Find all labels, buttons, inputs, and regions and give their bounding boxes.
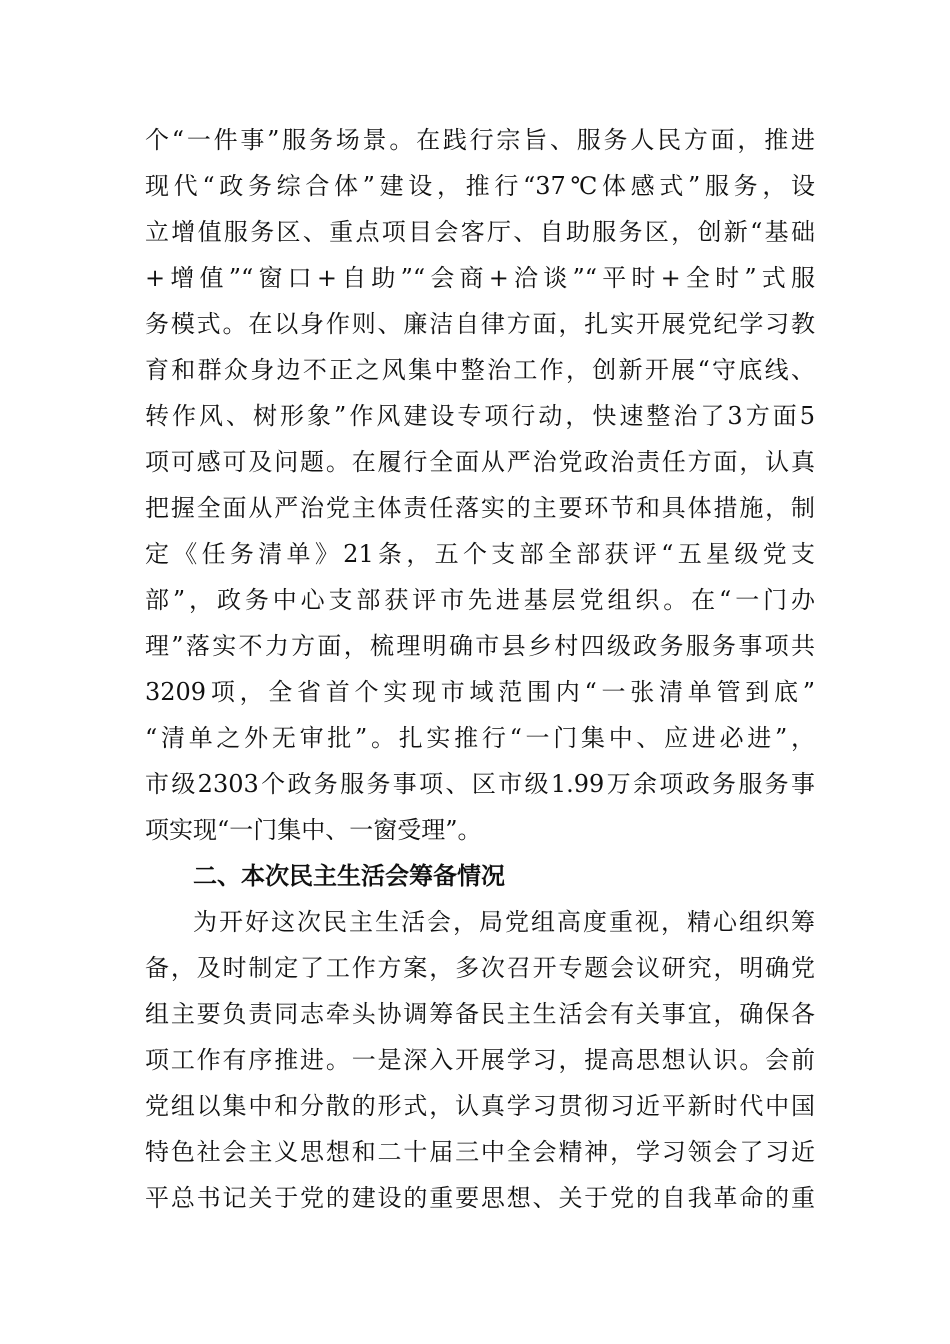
paragraph-line: “清单之外无审批”。扎实推行“一门集中、应进必进”， <box>145 724 815 752</box>
paragraph-line: 务模式。在以身作则、廉洁自律方面，扎实开展党纪学习教 <box>145 310 815 338</box>
paragraph-line: 平总书记关于党的建设的重要思想、关于党的自我革命的重 <box>145 1184 815 1212</box>
section-heading: 二、本次民主生活会筹备情况 <box>193 862 505 890</box>
paragraph-line: 定《任务清单》21条，五个支部全部获评“五星级党支 <box>145 540 815 568</box>
paragraph-line: 项可感可及问题。在履行全面从严治党政治责任方面，认真 <box>145 448 815 476</box>
paragraph-line: 备，及时制定了工作方案，多次召开专题会议研究，明确党 <box>145 954 815 982</box>
paragraph-line: 把握全面从严治党主体责任落实的主要环节和具体措施，制 <box>145 494 815 522</box>
paragraph-line: 3209项，全省首个实现市域范围内“一张清单管到底” <box>145 678 815 706</box>
paragraph-line: 理”落实不力方面，梳理明确市县乡村四级政务服务事项共 <box>145 632 815 660</box>
paragraph-line: 育和群众身边不正之风集中整治工作，创新开展“守底线、 <box>145 356 815 384</box>
paragraph-line: 党组以集中和分散的形式，认真学习贯彻习近平新时代中国 <box>145 1092 815 1120</box>
paragraph-line: 特色社会主义思想和二十届三中全会精神，学习领会了习近 <box>145 1138 815 1166</box>
paragraph-line: 立增值服务区、重点项目会客厅、自助服务区，创新“基础 <box>145 218 815 246</box>
paragraph-line: 为开好这次民主生活会，局党组高度重视，精心组织筹 <box>193 908 815 936</box>
paragraph-line: 市级2303个政务服务事项、区市级1.99万余项政务服务事 <box>145 770 815 798</box>
paragraph-line: 转作风、树形象”作风建设专项行动，快速整治了3方面5 <box>145 402 815 430</box>
paragraph-line: 个“一件事”服务场景。在践行宗旨、服务人民方面，推进 <box>145 126 815 154</box>
paragraph-line: 组主要负责同志牵头协调筹备民主生活会有关事宜，确保各 <box>145 1000 815 1028</box>
paragraph-line: 部”，政务中心支部获评市先进基层党组织。在“一门办 <box>145 586 815 614</box>
paragraph-line: 项工作有序推进。一是深入开展学习，提高思想认识。会前 <box>145 1046 815 1074</box>
paragraph-line: +增值”“窗口+自助”“会商+洽谈”“平时+全时”式服 <box>145 264 815 292</box>
paragraph-line: 项实现“一门集中、一窗受理”。 <box>145 816 482 844</box>
paragraph-line: 现代“政务综合体”建设，推行“37℃体感式”服务，设 <box>145 172 815 200</box>
